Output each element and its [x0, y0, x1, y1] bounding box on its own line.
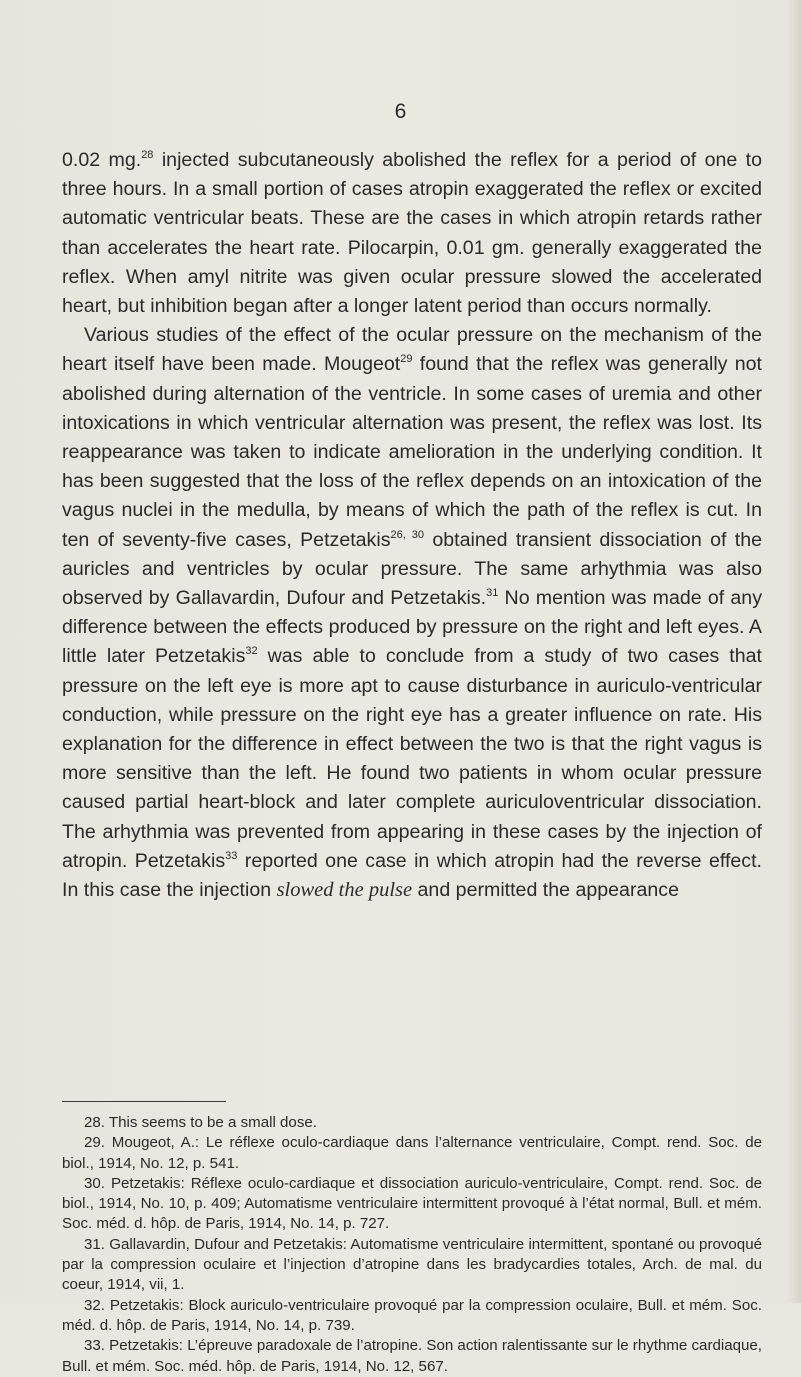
page-edge-shadow: [787, 0, 801, 1303]
footnote-ref-26-30: 26, 30: [390, 528, 424, 541]
italic-emphasis: slowed the pulse: [276, 879, 413, 902]
paragraph-1-text-1: 0.02 mg.: [62, 149, 142, 171]
paragraph-2-text-7: and permitted the appearance: [412, 879, 679, 902]
footnote-33: 33. Petzetakis: L’épreuve paradoxale de l’atropine. Son action ralentissante sur le rhythme cardiaque, Bull. et mém. Soc. méd. hôp. de Paris, 1914, No. 12, 567.: [62, 1337, 762, 1375]
paragraph-1-text-2: injected subcutaneously abolished the reflex for a period of one to three hours. In a small portion of cases atropin exaggerated the reflex or excited automatic ventricular beats. These are the cases in which atropin retards rather than accelerates the heart rate. Pilocarpin, 0.01 gm. generally exaggerated the reflex. When amyl nitrite was given ocular pressure slowed the accelerated heart, but inhibition began after a longer latent period than occurs normally.: [62, 149, 762, 318]
footnote-32: 32. Petzetakis: Block auriculo-ventriculaire provoqué par la compression oculaire, Bull. et mém. Soc. méd. d. hôp. de Paris, 1914, No. 14, p. 739.: [62, 1296, 762, 1334]
page-number: 6: [394, 100, 407, 123]
footnote-31: 31. Gallavardin, Dufour and Petzetakis: Automatisme ventriculaire intermittent, spontané ou provoqué par la compression oculaire et l’injection d’atropine dans les bradycardies totales, Arch. de mal. du coeur, 1914, vii, 1.: [62, 1235, 762, 1294]
paragraph-2-text-6: reported one case in which atropin had the reverse effect. In this case the injection: [62, 849, 762, 902]
footnote-ref-29: 29: [400, 353, 413, 366]
paragraph-2-text-1: Various studies of the effect of the ocular pressure on the mechanism of the heart itself have been made. Mougeot: [62, 324, 762, 376]
paragraph-2-text-2: found that the reflex was generally not abolished during alternation of the ventricle. In some cases of uremia and other intoxications in which ventricular alternation was present, the reflex was lost. Its reappearance was taken to indicate amelioration in the underlying condition. It has been suggested that the loss of the reflex depends on an intoxication of the vagus nuclei in the medulla, by means of which the path of the reflex is cut. In ten of seventy-five cases, Petzetakis: [62, 353, 762, 551]
footnote-ref-28: 28: [141, 149, 154, 161]
body-text: [62, 146, 762, 905]
paragraph-2-text-3: obtained transient dissociation of the auricles and ventricles by ocular pressure. The same arhythmia was also observed by Gallavardin, Dufour and Petzetakis.: [62, 528, 762, 610]
footnote-ref-31: 31: [486, 587, 499, 600]
footnote-29: 29. Mougeot, A.: Le réflexe oculo-cardiaque dans l’alternance ventriculaire, Compt. rend. Soc. de biol., 1914, No. 12, p. 541.: [62, 1134, 762, 1172]
footnotes: [62, 1113, 762, 1377]
footnote-30: 30. Petzetakis: Réflexe oculo-cardiaque et dissociation auriculo-ventriculaire, Compt. rend. Soc. de biol., 1914, No. 10, p. 409; Automatisme ventriculaire intermittent provoqué à l’état normal, Bull. et mém. Soc. méd. d. hôp. de Paris, 1914, No. 14, p. 727.: [62, 1174, 762, 1233]
footnote-ref-32: 32: [245, 645, 258, 658]
paragraph-2-text-5: was able to conclude from a study of two cases that pressure on the left eye is more apt to cause disturbance in auriculo-ventricular conduction, while pressure on the right eye has a greater influence on rate. His explanation for the difference in effect between the two is that the right vagus is more sensitive than the left. He found two patients in whom ocular pressure caused partial heart-block and later complete auriculoventricular dissociation. The arhythmia was prevented from appearing in these cases by the injection of atropin. Petzetakis: [62, 645, 762, 872]
footnote-separator: [62, 1101, 226, 1102]
paragraph-1: [62, 146, 762, 321]
paragraph-2: [62, 321, 762, 905]
footnote-28: 28. This seems to be a small dose.: [84, 1114, 317, 1131]
footnote-ref-33: 33: [225, 849, 238, 862]
paragraph-2-text-4: No mention was made of any difference between the effects produced by pressure on the right and left eyes. A little later Petzetakis: [62, 587, 762, 668]
